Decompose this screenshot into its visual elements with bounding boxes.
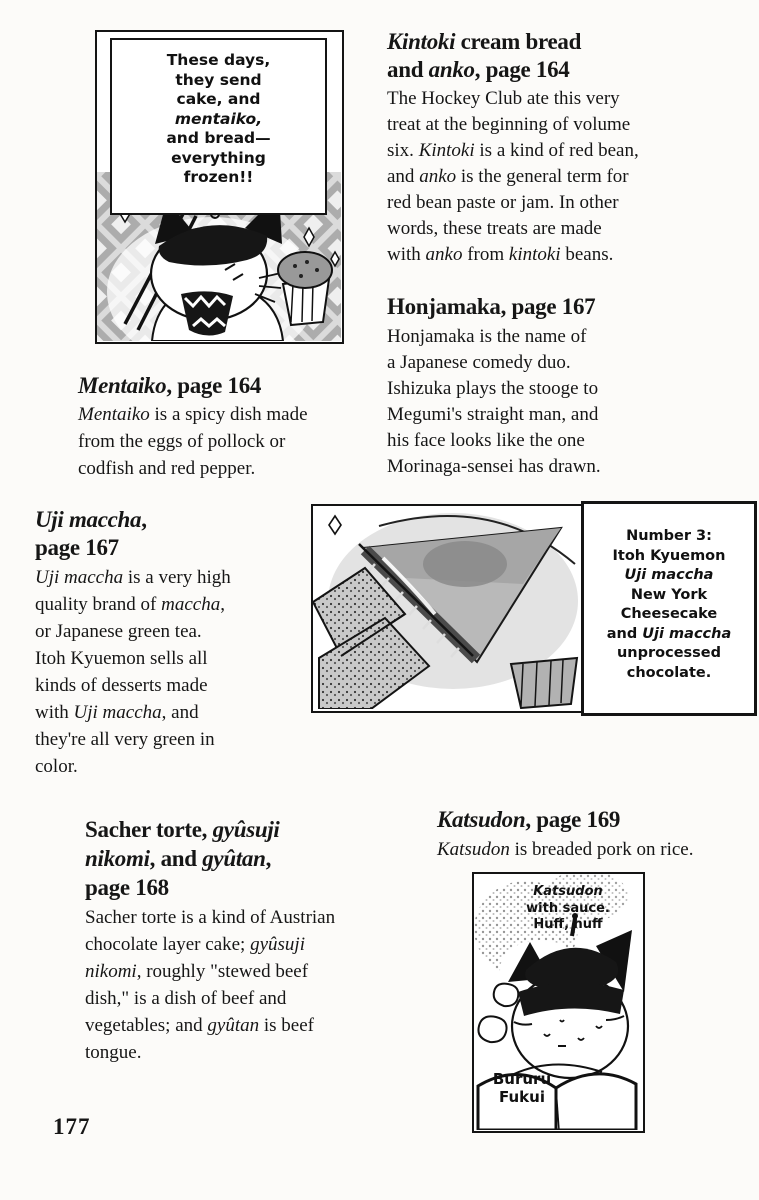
panel-katsudon-art — [472, 872, 645, 1133]
body-katsudon: Katsudon is breaded pork on rice. — [437, 839, 694, 860]
page-number: 177 — [53, 1114, 91, 1139]
speech-bubble-text: These days, they send cake, and mentaiko, and bread— everything frozen!! — [166, 51, 271, 186]
heading-honjamaka: Honjamaka, page 167 — [387, 294, 596, 319]
body-kintoki: The Hockey Club ate this very treat at the beginning of volume six. Kintoki is a kind of red bean, and anko is the general term for red bean paste or jam. In other words, these treats are made with anko from kintoki beans. — [387, 88, 639, 265]
heading-uji-maccha: Uji maccha, page 167 — [35, 507, 147, 560]
sparkle-icon — [329, 516, 341, 534]
panel-frozen-food — [95, 30, 344, 344]
body-honjamaka: Honjamaka is the name of a Japanese comedy duo. Ishizuka plays the stooge to Megumi's straight man, and his face looks like the one Morinaga-sensei has drawn. — [387, 326, 601, 477]
panel-cheesecake-caption — [581, 501, 757, 716]
book-page-label: Bururu Fukui — [492, 1070, 552, 1106]
heading-kintoki: Kintoki cream bread and anko, page 164 — [387, 29, 582, 82]
katsudon-bubble-text: Katsudon with sauce. Huff, huff — [526, 884, 610, 932]
panel-cheesecake-art — [311, 504, 583, 713]
cheesecake-caption-text: Number 3: Itoh Kyuemon Uji maccha New York Cheesecake and Uji maccha unprocessed chocolate. — [606, 528, 732, 681]
body-mentaiko: Mentaiko is a spicy dish made from the eggs of pollock or codfish and red pepper. — [78, 404, 308, 479]
heading-mentaiko: Mentaiko, page 164 — [78, 373, 262, 398]
body-sacher-torte: Sacher torte is a kind of Austrian chocolate layer cake; gyûsuji nikomi, roughly "stewed beef dish," is a dish of beef and vegetables; and gyûtan is beef tongue. — [85, 907, 336, 1063]
speech-bubble — [110, 38, 327, 215]
heading-katsudon: Katsudon, page 169 — [437, 807, 621, 832]
heading-sacher-torte: Sacher torte, gyûsuji nikomi, and gyûtan, page 168 — [85, 817, 280, 900]
cheesecake-illustration — [313, 506, 579, 709]
body-uji-maccha: Uji maccha is a very high quality brand of maccha, or Japanese green tea. Itoh Kyuemon sells all kinds of desserts made with Uji maccha, and they're all very green in color. — [35, 567, 231, 777]
